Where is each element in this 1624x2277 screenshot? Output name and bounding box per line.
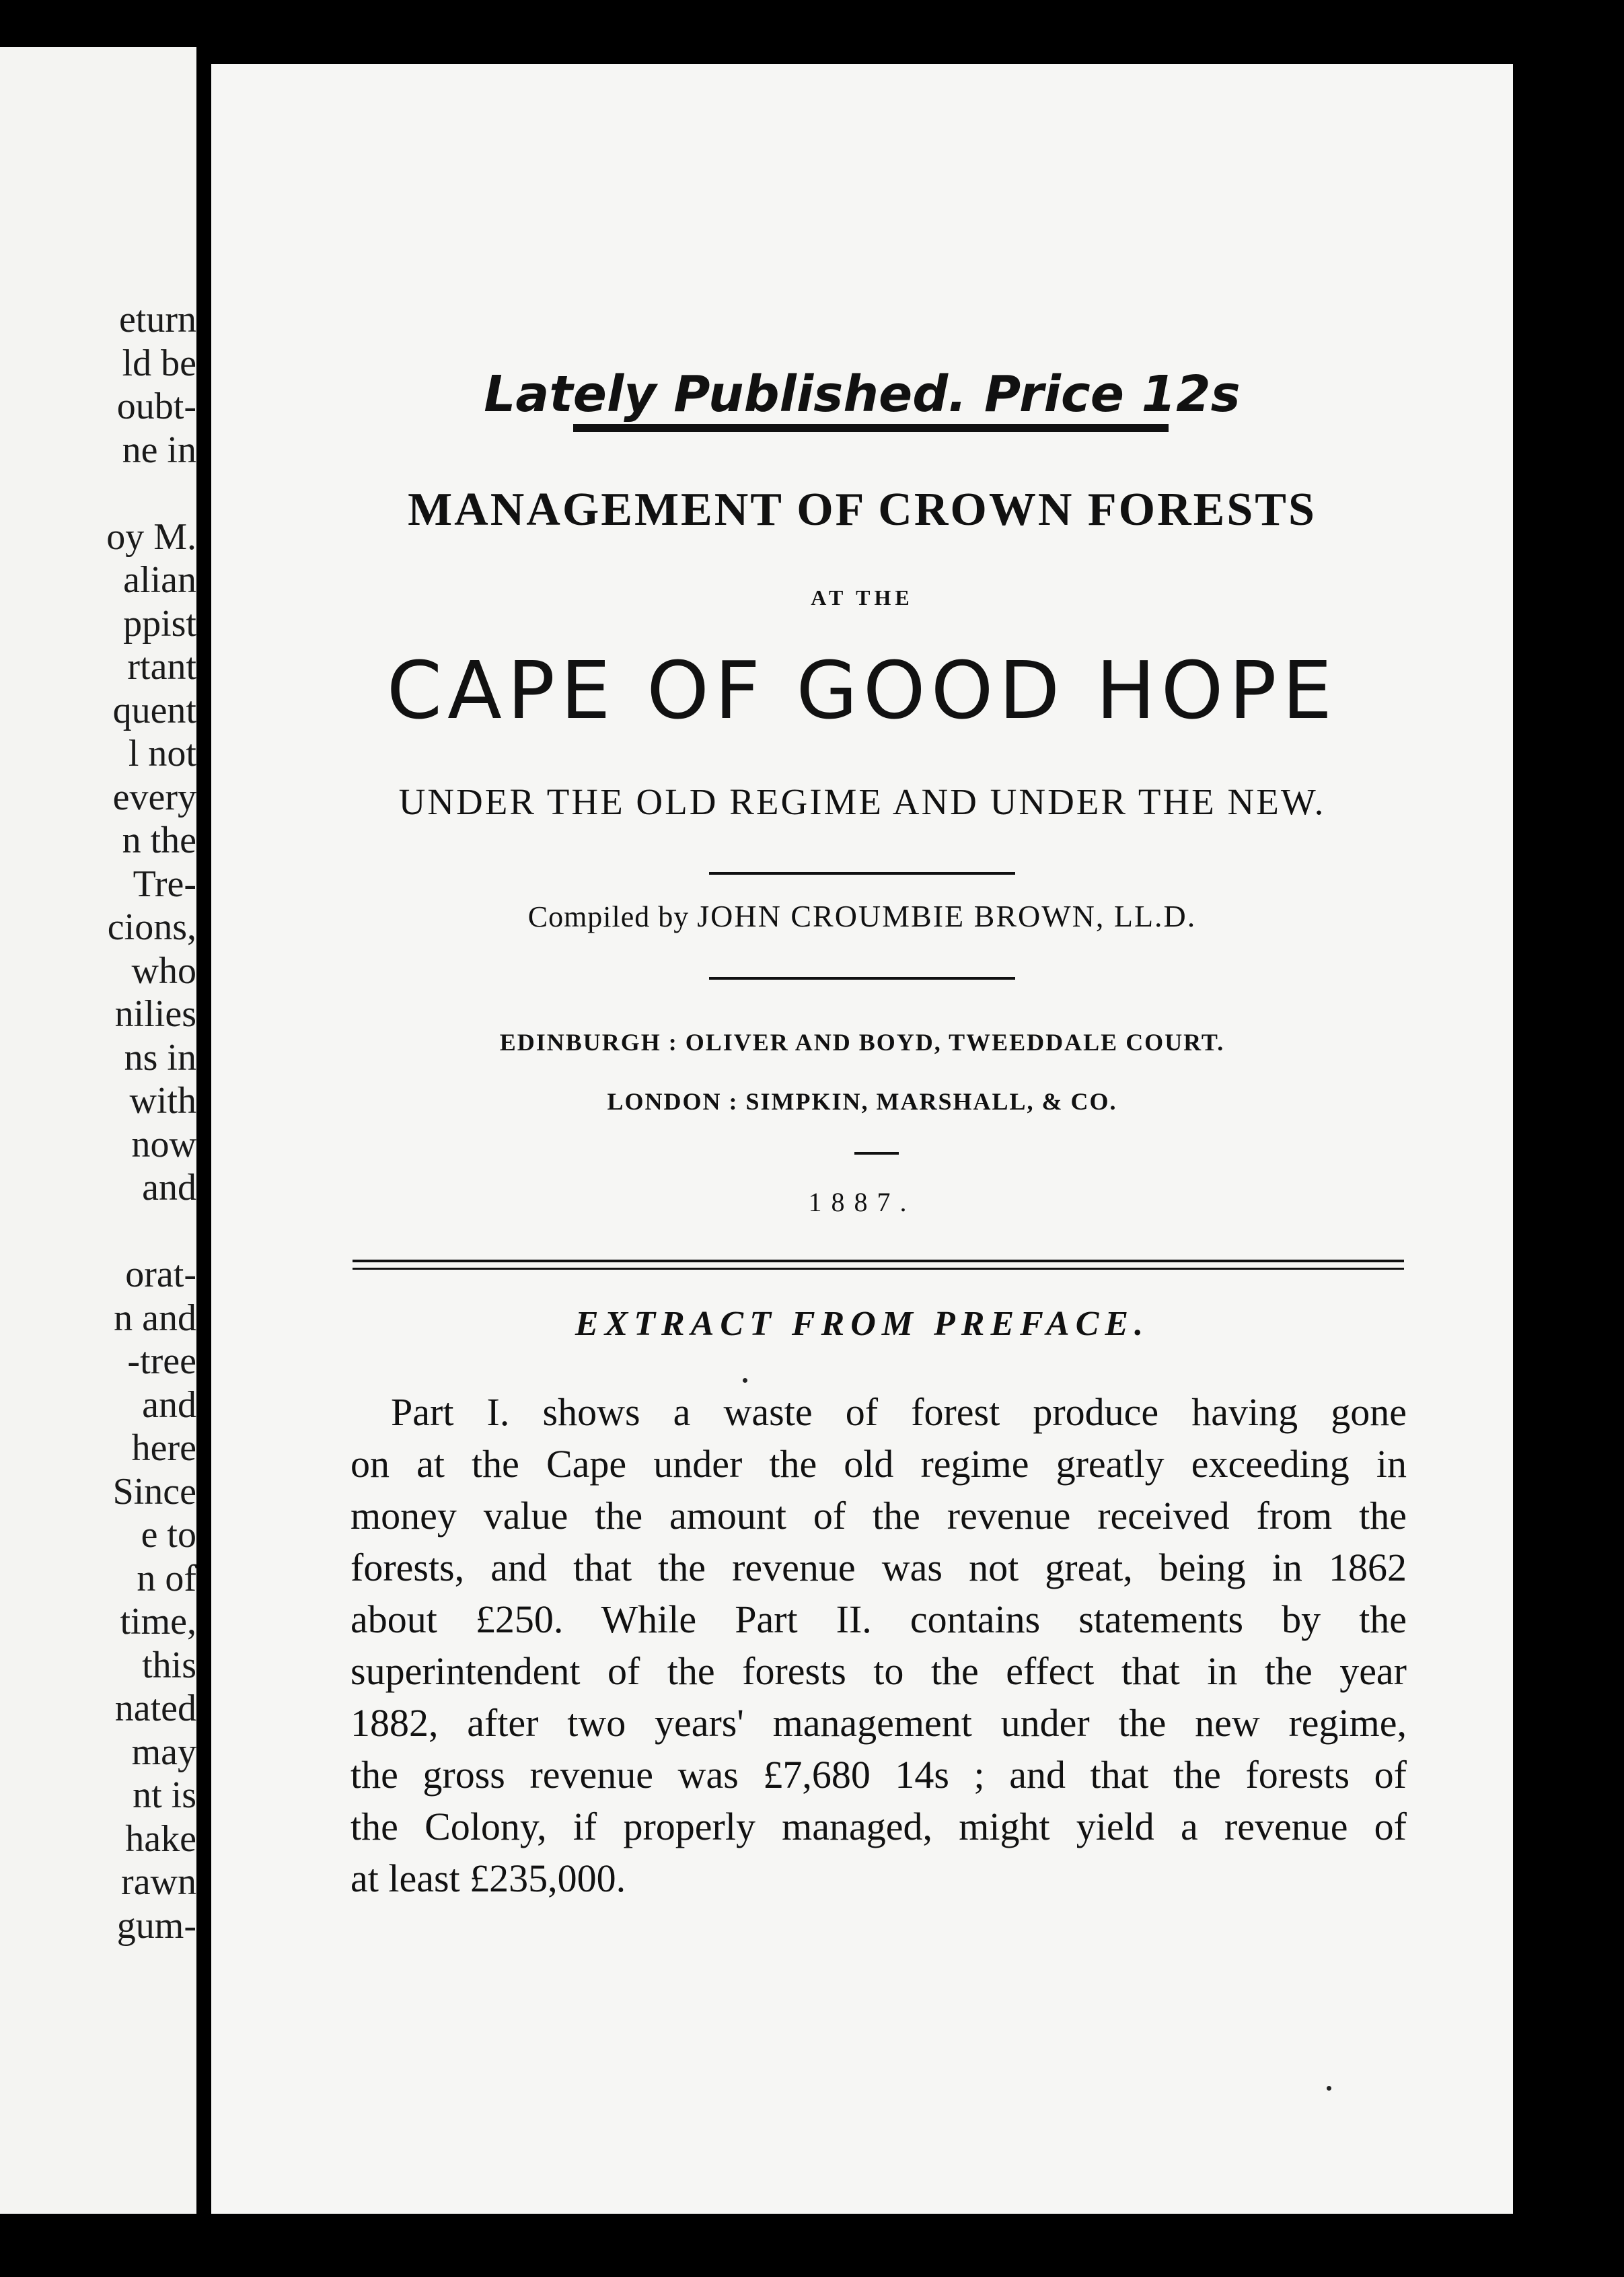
left-page-line: n of bbox=[137, 1557, 196, 1599]
left-page-line: who bbox=[131, 949, 196, 992]
left-page-line: Since bbox=[112, 1470, 196, 1513]
left-page-line: nt is bbox=[133, 1774, 196, 1816]
left-page-line: alian bbox=[123, 559, 196, 601]
place-title: CAPE OF GOOD HOPE bbox=[386, 644, 1338, 737]
lately-published-heading: Lately Published. Price 12s bbox=[484, 365, 1241, 423]
left-page-line: this bbox=[142, 1644, 196, 1686]
publication-year: 1887. bbox=[808, 1187, 916, 1217]
page-gutter bbox=[196, 0, 211, 2277]
left-page-line: nated bbox=[114, 1688, 196, 1729]
double-rule-top bbox=[353, 1260, 1404, 1262]
preface-line: the Colony, if properly managed, might yield a revenue of bbox=[350, 1805, 1407, 1848]
preface-paragraph bbox=[350, 1386, 1407, 1904]
left-page-line: ld be bbox=[122, 342, 196, 384]
at-the-text: AT THE bbox=[811, 585, 914, 610]
preface-line: the gross revenue was £7,680 14s ; and that the forests of bbox=[350, 1753, 1407, 1797]
compiler-name: JOHN CROUMBIE BROWN, LL.D. bbox=[697, 899, 1197, 933]
compiler-line bbox=[211, 898, 1513, 934]
advertisement-page bbox=[211, 64, 1513, 2214]
double-rule-bottom bbox=[353, 1268, 1404, 1270]
left-page-line: l not bbox=[128, 733, 196, 774]
left-page-line: oubt- bbox=[116, 386, 196, 427]
left-page-line: here bbox=[131, 1427, 196, 1469]
left-page-line: ppist bbox=[123, 602, 196, 645]
publisher-edinburgh: EDINBURGH : OLIVER AND BOYD, TWEEDDALE COURT. bbox=[499, 1029, 1225, 1056]
compiled-prefix: Compiled by bbox=[527, 900, 690, 933]
left-page-line: rawn bbox=[121, 1861, 196, 1903]
left-page-line: Tre- bbox=[133, 863, 196, 905]
divider-rule-2 bbox=[709, 977, 1015, 980]
left-page-line: oy M. bbox=[106, 515, 196, 558]
divider-rule-short bbox=[854, 1152, 899, 1155]
left-page-line: now bbox=[131, 1123, 196, 1165]
preface-line: superintendent of the forests to the effect that in the year bbox=[350, 1649, 1407, 1693]
left-page-line: with bbox=[129, 1080, 196, 1122]
preface-line: on at the Cape under the old regime greatly exceeding in bbox=[350, 1442, 1407, 1486]
left-page-line: nilies bbox=[114, 993, 196, 1035]
ink-speck bbox=[743, 1378, 747, 1383]
left-page-line: e to bbox=[141, 1514, 196, 1556]
left-page-line: n and bbox=[114, 1297, 196, 1339]
preface-line: forests, and that the revenue was not great, being in 1862 bbox=[350, 1546, 1407, 1589]
left-page-line: n the bbox=[122, 820, 196, 861]
lately-underline bbox=[573, 424, 1169, 432]
book-title: MANAGEMENT OF CROWN FORESTS bbox=[408, 484, 1317, 536]
left-page-line: and bbox=[142, 1383, 196, 1426]
preface-line: about £250. While Part II. contains statements by the bbox=[350, 1597, 1407, 1641]
left-page-line: every bbox=[112, 776, 196, 818]
preface-heading: EXTRACT FROM PREFACE. bbox=[575, 1305, 1150, 1343]
left-page-line: quent bbox=[112, 689, 196, 731]
publisher-london: LONDON : SIMPKIN, MARSHALL, & CO. bbox=[607, 1088, 1117, 1115]
preface-line: at least £235,000. bbox=[350, 1856, 626, 1900]
left-page-line: gum- bbox=[116, 1904, 196, 1947]
left-page-line: orat- bbox=[125, 1254, 196, 1295]
left-page-line: and bbox=[142, 1167, 196, 1208]
preface-line: money value the amount of the revenue received from the bbox=[350, 1494, 1407, 1538]
book-subtitle: UNDER THE OLD REGIME AND UNDER THE NEW. bbox=[398, 781, 1326, 822]
left-page-line: time, bbox=[120, 1601, 196, 1642]
ink-speck bbox=[1327, 2086, 1331, 2091]
divider-rule-1 bbox=[709, 872, 1015, 875]
left-page-line: cions, bbox=[107, 906, 196, 948]
left-page-line: ns in bbox=[124, 1036, 196, 1079]
left-page-line: ne in bbox=[122, 429, 196, 471]
preface-line: Part I. shows a waste of forest produce having gone bbox=[391, 1390, 1407, 1434]
left-page-line: hake bbox=[125, 1817, 196, 1860]
left-page-line: -tree bbox=[127, 1340, 196, 1382]
preface-line: 1882, after two years' management under the new regime, bbox=[350, 1701, 1407, 1745]
left-facing-page bbox=[0, 47, 196, 2214]
left-page-line: eturn bbox=[118, 299, 196, 340]
left-page-line: may bbox=[131, 1731, 196, 1773]
left-page-line: rtant bbox=[127, 646, 196, 688]
